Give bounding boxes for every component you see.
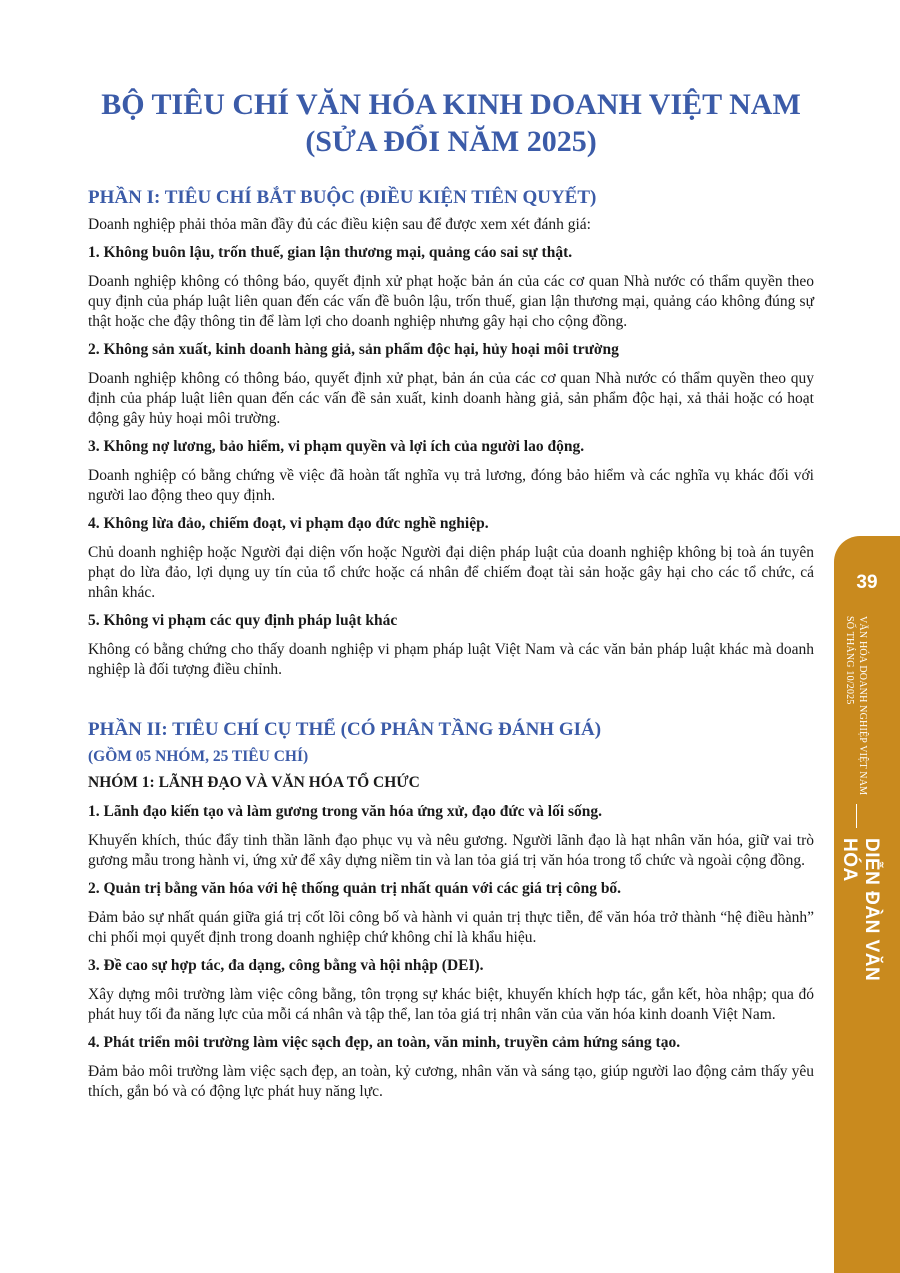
page-number: 39 bbox=[856, 572, 878, 593]
criterion-title: 5. Không vi phạm các quy định pháp luật khác bbox=[88, 612, 398, 629]
criterion-title: 4. Không lừa đảo, chiếm đoạt, vi phạm đạo đức nghề nghiệp. bbox=[88, 515, 489, 532]
criterion-body: Không có bằng chứng cho thấy doanh nghiệp vi phạm pháp luật Việt Nam và các văn bản pháp luật khác mà doanh nghiệp là đối tượng điều chỉnh. bbox=[88, 641, 814, 678]
criterion-body: Chủ doanh nghiệp hoặc Người đại diện vốn hoặc Người đại diện pháp luật của doanh nghiệp không bị toà án tuyên phạt do lừa đảo, lợi dụng uy tín của tổ chức hoặc cá nhân để chiếm đoạt tài sản hoặc gây hại cho các tổ chức, cá nhân khác. bbox=[88, 544, 814, 601]
criterion-item bbox=[88, 340, 814, 429]
criterion-item bbox=[88, 1033, 814, 1102]
criterion-title: 3. Đề cao sự hợp tác, đa dạng, công bằng và hội nhập (DEI). bbox=[88, 957, 484, 974]
criterion-item bbox=[88, 437, 814, 506]
section-spacer bbox=[88, 688, 814, 718]
part2-section bbox=[88, 718, 814, 1102]
criterion-item bbox=[88, 611, 814, 680]
criterion-item bbox=[88, 956, 814, 1025]
column-name: DIỄN ĐÀN VĂN HÓA bbox=[839, 838, 882, 982]
publication-info bbox=[843, 616, 869, 796]
page-title-line1: BỘ TIÊU CHÍ VĂN HÓA KINH DOANH VIỆT NAM bbox=[101, 88, 801, 121]
criterion-body: Khuyến khích, thúc đẩy tinh thần lãnh đạo phục vụ và nêu gương. Người lãnh đạo là hạt nhân văn hóa, giữ vai trò gương mẫu trong hành vi, ứng xử để xây dựng niềm tin và lan tỏa giá trị văn hóa trong tổ chức và ngoài cộng đồng. bbox=[88, 832, 814, 869]
criterion-body: Đảm bảo môi trường làm việc sạch đẹp, an toàn, kỷ cương, nhân văn và sáng tạo, giúp người lao động cảm thấy yêu thích, gắn bó và có động lực phát huy năng lực. bbox=[88, 1063, 814, 1100]
criterion-title: 3. Không nợ lương, bảo hiểm, vi phạm quyền và lợi ích của người lao động. bbox=[88, 438, 585, 455]
criterion-title: 4. Phát triển môi trường làm việc sạch đẹp, an toàn, văn minh, truyền cảm hứng sáng tạo. bbox=[88, 1034, 681, 1051]
criterion-item bbox=[88, 879, 814, 948]
criterion-item bbox=[88, 243, 814, 332]
side-divider bbox=[856, 804, 857, 828]
criterion-item bbox=[88, 802, 814, 871]
side-tab bbox=[834, 536, 900, 1273]
criterion-body: Xây dựng môi trường làm việc công bằng, tôn trọng sự khác biệt, khuyến khích hợp tác, gắn kết, hòa nhập; qua đó phát huy tối đa năng lực của mỗi cá nhân và tập thể, lan tỏa giá trị nhân văn của văn hóa kinh doanh Việt Nam. bbox=[88, 986, 814, 1023]
page-content bbox=[88, 86, 814, 1110]
group-heading: NHÓM 1: LÃNH ĐẠO VÀ VĂN HÓA TỔ CHỨC bbox=[88, 774, 420, 791]
page-title bbox=[88, 86, 814, 160]
criterion-body: Đảm bảo sự nhất quán giữa giá trị cốt lõi công bố và hành vi quản trị thực tiễn, để văn hóa trở thành “hệ điều hành” chi phối mọi quyết định trong doanh nghiệp chứ không chỉ là khẩu hiệu. bbox=[88, 909, 814, 946]
part1-section bbox=[88, 186, 814, 680]
criterion-title: 1. Lãnh đạo kiến tạo và làm gương trong văn hóa ứng xử, đạo đức và lối sống. bbox=[88, 803, 603, 820]
part1-heading: PHẦN I: TIÊU CHÍ BẮT BUỘC (ĐIỀU KIỆN TIÊN QUYẾT) bbox=[88, 187, 597, 208]
criterion-title: 1. Không buôn lậu, trốn thuế, gian lận thương mại, quảng cáo sai sự thật. bbox=[88, 244, 573, 261]
criterion-body: Doanh nghiệp không có thông báo, quyết định xử phạt, bản án của các cơ quan Nhà nước có thẩm quyền theo quy định của pháp luật liên quan đến các vấn đề sản xuất, kinh doanh hàng giả, sản phẩm độc hại, xả thải hoặc có hoạt động gây hủy hoại môi trường. bbox=[88, 370, 814, 427]
criterion-body: Doanh nghiệp không có thông báo, quyết định xử phạt hoặc bản án của các cơ quan Nhà nước có thẩm quyền theo quy định của pháp luật liên quan đến các vấn đề buôn lậu, trốn thuế, gian lận thương mại, quảng cáo không đúng sự thật hoặc che đậy thông tin để làm lợi cho doanh nghiệp nhưng gây hại cho cộng đồng. bbox=[88, 273, 814, 330]
part2-subheading: (GỒM 05 NHÓM, 25 TIÊU CHÍ) bbox=[88, 748, 309, 765]
page-title-line2: (SỬA ĐỔI NĂM 2025) bbox=[305, 125, 597, 158]
publication-issue: SỐ THÁNG 10/2025 bbox=[844, 616, 855, 705]
criterion-title: 2. Quản trị bằng văn hóa với hệ thống quản trị nhất quán với các giá trị công bố. bbox=[88, 880, 622, 897]
criterion-item bbox=[88, 514, 814, 603]
part2-heading: PHẦN II: TIÊU CHÍ CỤ THỂ (CÓ PHÂN TẦNG ĐÁNH GIÁ) bbox=[88, 719, 602, 740]
publication-name: VĂN HÓA DOANH NGHIỆP VIỆT NAM bbox=[857, 616, 868, 796]
criterion-body: Doanh nghiệp có bằng chứng về việc đã hoàn tất nghĩa vụ trả lương, đóng bảo hiểm và các nghĩa vụ khác đối với người lao động theo quy định. bbox=[88, 467, 814, 504]
criterion-title: 2. Không sản xuất, kinh doanh hàng giả, sản phẩm độc hại, hủy hoại môi trường bbox=[88, 341, 619, 358]
part1-intro: Doanh nghiệp phải thỏa mãn đầy đủ các điều kiện sau để được xem xét đánh giá: bbox=[88, 216, 591, 233]
